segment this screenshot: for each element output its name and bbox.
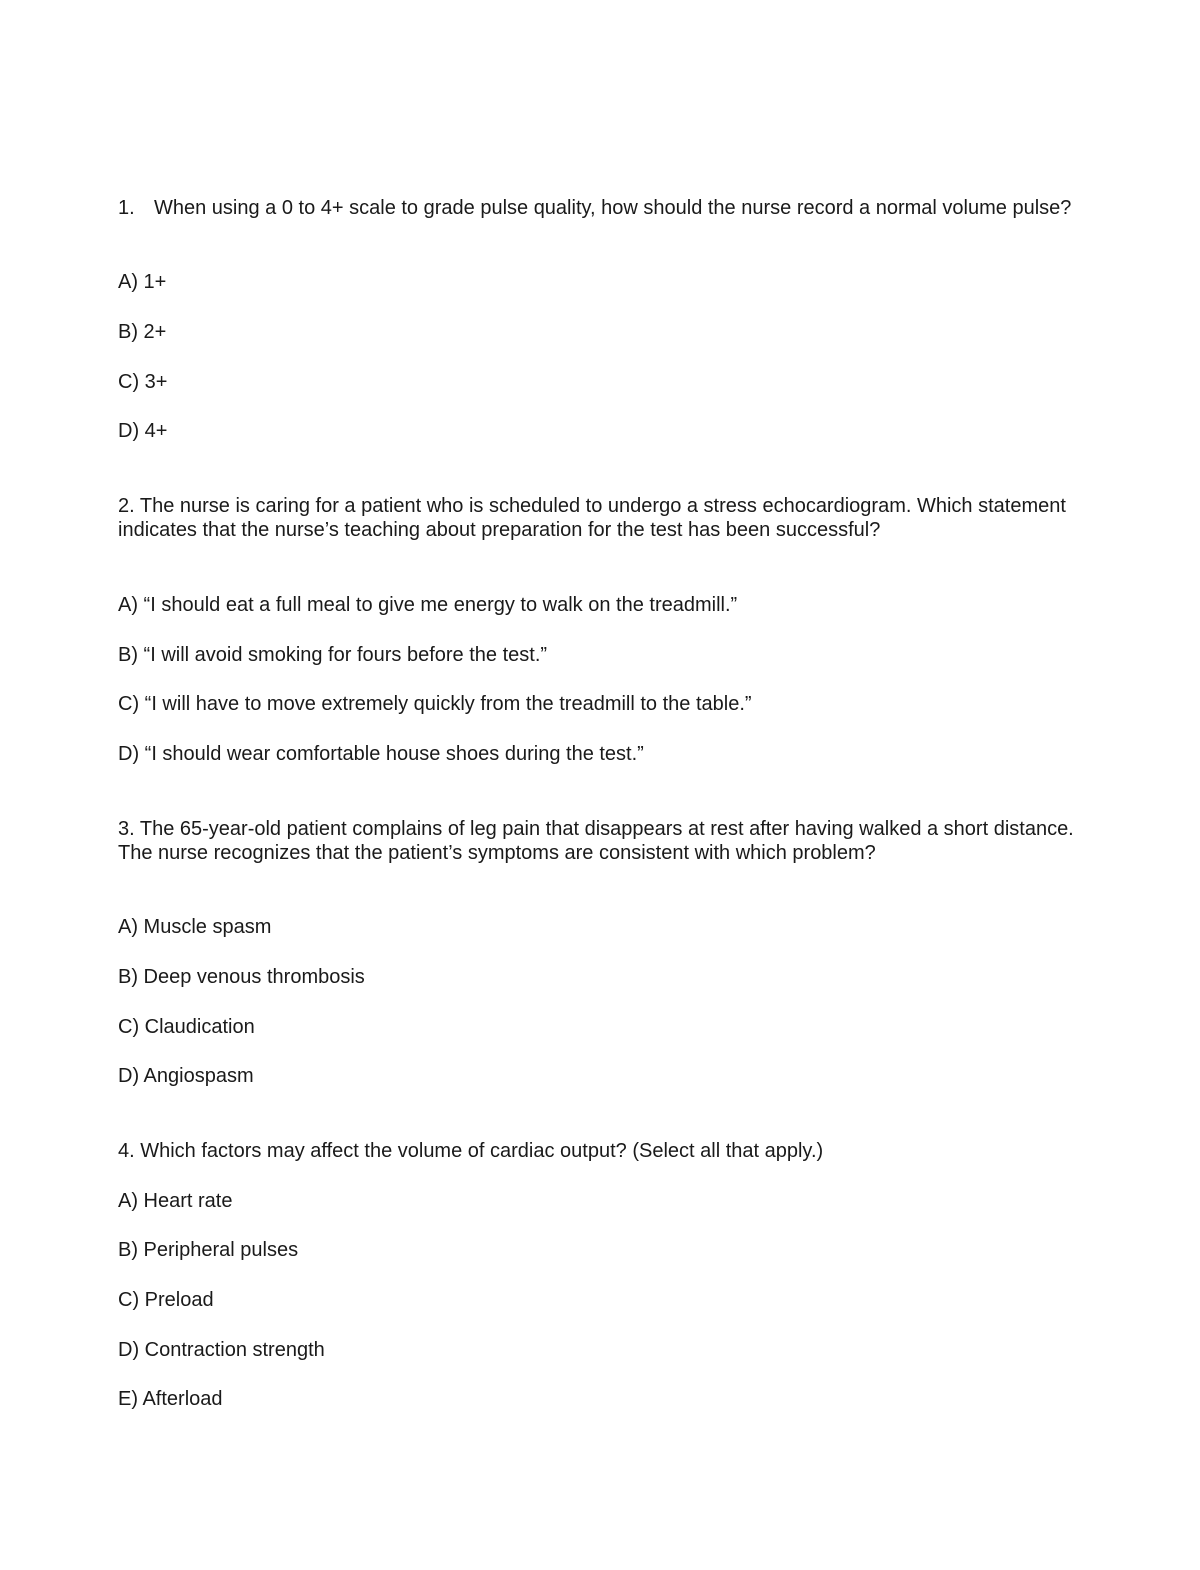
- question-4-option-c: C) Preload: [118, 1289, 214, 1311]
- question-2-option-b: B) “I will avoid smoking for fours before the test.”: [118, 644, 548, 666]
- question-1-option-d: D) 4+: [118, 420, 168, 442]
- question-3-option-c: C) Claudication: [118, 1016, 255, 1038]
- question-4-option-e: E) Afterload: [118, 1388, 223, 1410]
- question-3-prompt: 3. The 65-year-old patient complains of leg pain that disappears at rest after having walked a short distance. The nurse recognizes that the patient’s symptoms are consistent with which problem?: [118, 818, 1074, 864]
- question-3-option-b: B) Deep venous thrombosis: [118, 966, 365, 988]
- question-4-option-d: D) Contraction strength: [118, 1339, 325, 1361]
- question-1-option-a: A) 1+: [118, 271, 167, 293]
- question-1-option-b: B) 2+: [118, 321, 167, 343]
- question-2-prompt: 2. The nurse is caring for a patient who is scheduled to undergo a stress echocardiogram. Which statement indicates that the nurse’s teaching about preparation for the test has been successful?: [118, 495, 1066, 541]
- question-2-option-a: A) “I should eat a full meal to give me energy to walk on the treadmill.”: [118, 594, 738, 616]
- question-3-option-a: A) Muscle spasm: [118, 916, 272, 938]
- question-2-option-d: D) “I should wear comfortable house shoes during the test.”: [118, 743, 644, 765]
- question-1-number: 1.: [118, 197, 135, 219]
- question-4-option-b: B) Peripheral pulses: [118, 1239, 299, 1261]
- question-1: [118, 196, 1078, 220]
- question-3-option-d: D) Angiospasm: [118, 1065, 254, 1087]
- question-1-prompt: When using a 0 to 4+ scale to grade pulse quality, how should the nurse record a normal volume pulse?: [154, 197, 1072, 219]
- question-4-option-a: A) Heart rate: [118, 1190, 233, 1212]
- question-4-prompt: 4. Which factors may affect the volume of cardiac output? (Select all that apply.): [118, 1140, 824, 1162]
- question-2-option-c: C) “I will have to move extremely quickly from the treadmill to the table.”: [118, 693, 752, 715]
- question-1-option-c: C) 3+: [118, 371, 168, 393]
